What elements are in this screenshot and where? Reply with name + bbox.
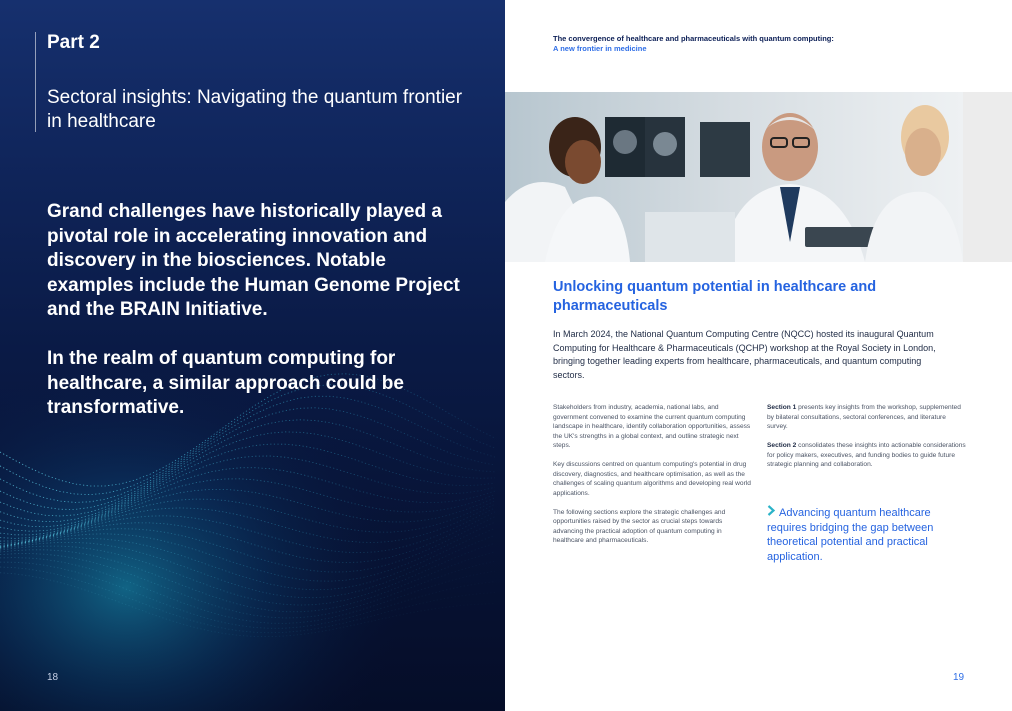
running-subtitle: A new frontier in medicine bbox=[553, 44, 647, 53]
part-divider-line bbox=[35, 32, 36, 132]
section-summary bbox=[767, 441, 967, 470]
doctors-photo bbox=[505, 92, 963, 262]
lead-paragraph-2: In the realm of quantum computing for healthcare, a similar approach could be transformative. bbox=[47, 348, 404, 418]
lead-paragraph-1: Grand challenges have historically played a pivotal role in accelerating innovation and discovery in the biosciences. Notable examples include the Human Genome Project and the BRAIN Initiative. bbox=[47, 201, 460, 320]
body-paragraph: Stakeholders from industry, academia, national labs, and government convened to examine the current quantum computing landscape in healthcare, identify collaboration opportunities, assess the UK's strengths in a global context, and outline strategic next steps. bbox=[553, 404, 751, 449]
pull-quote-text: Advancing quantum healthcare requires bridging the gap between theoretical potential and practical application. bbox=[767, 507, 934, 563]
section-title: Sectoral insights: Navigating the quantum frontier in healthcare bbox=[47, 87, 463, 132]
chevron-right-icon bbox=[767, 505, 779, 521]
section-text: presents key insights from the workshop, supplemented by bilateral consultations, sectoral conferences, and literature survey. bbox=[767, 404, 961, 430]
running-title: The convergence of healthcare and pharmaceuticals with quantum computing: bbox=[553, 34, 834, 43]
section-lead: Section 1 bbox=[767, 404, 797, 411]
body-paragraph: Key discussions centred on quantum computing's potential in drug discovery, diagnostics, and healthcare optimisation, as well as the challenges of scaling quantum algorithms and developing real world applications. bbox=[553, 461, 751, 497]
right-page bbox=[505, 0, 1012, 711]
photo-margin-panel bbox=[963, 92, 1012, 262]
page-number-right: 19 bbox=[953, 672, 965, 683]
section-lead: Section 2 bbox=[767, 442, 797, 449]
intro-paragraph: In March 2024, the National Quantum Computing Centre (NQCC) hosted its inaugural Quantum Computing for Healthcare & Pharmaceuticals (QCHP) workshop at the Royal Society in London, bringing together leading experts from healthcare, pharmaceuticals, and quantum computing sectors. bbox=[553, 329, 936, 380]
left-page bbox=[0, 0, 505, 711]
running-header bbox=[553, 34, 834, 54]
section-summary bbox=[767, 403, 967, 432]
pull-quote bbox=[767, 505, 972, 564]
body-column-left bbox=[553, 403, 753, 555]
part-label: Part 2 bbox=[47, 32, 100, 53]
body-paragraph: The following sections explore the strategic challenges and opportunities raised by the sector as crucial steps towards advancing the practical adoption of quantum computing in healthcare and pharmaceuticals. bbox=[553, 508, 726, 544]
article-title: Unlocking quantum potential in healthcare and pharmaceuticals bbox=[553, 279, 877, 314]
section-text: consolidates these insights into actionable considerations for policy makers, executives, and funding bodies to guide future strategic planning and collaboration. bbox=[767, 442, 966, 468]
page-number-left: 18 bbox=[47, 672, 59, 683]
body-column-right bbox=[767, 403, 967, 479]
